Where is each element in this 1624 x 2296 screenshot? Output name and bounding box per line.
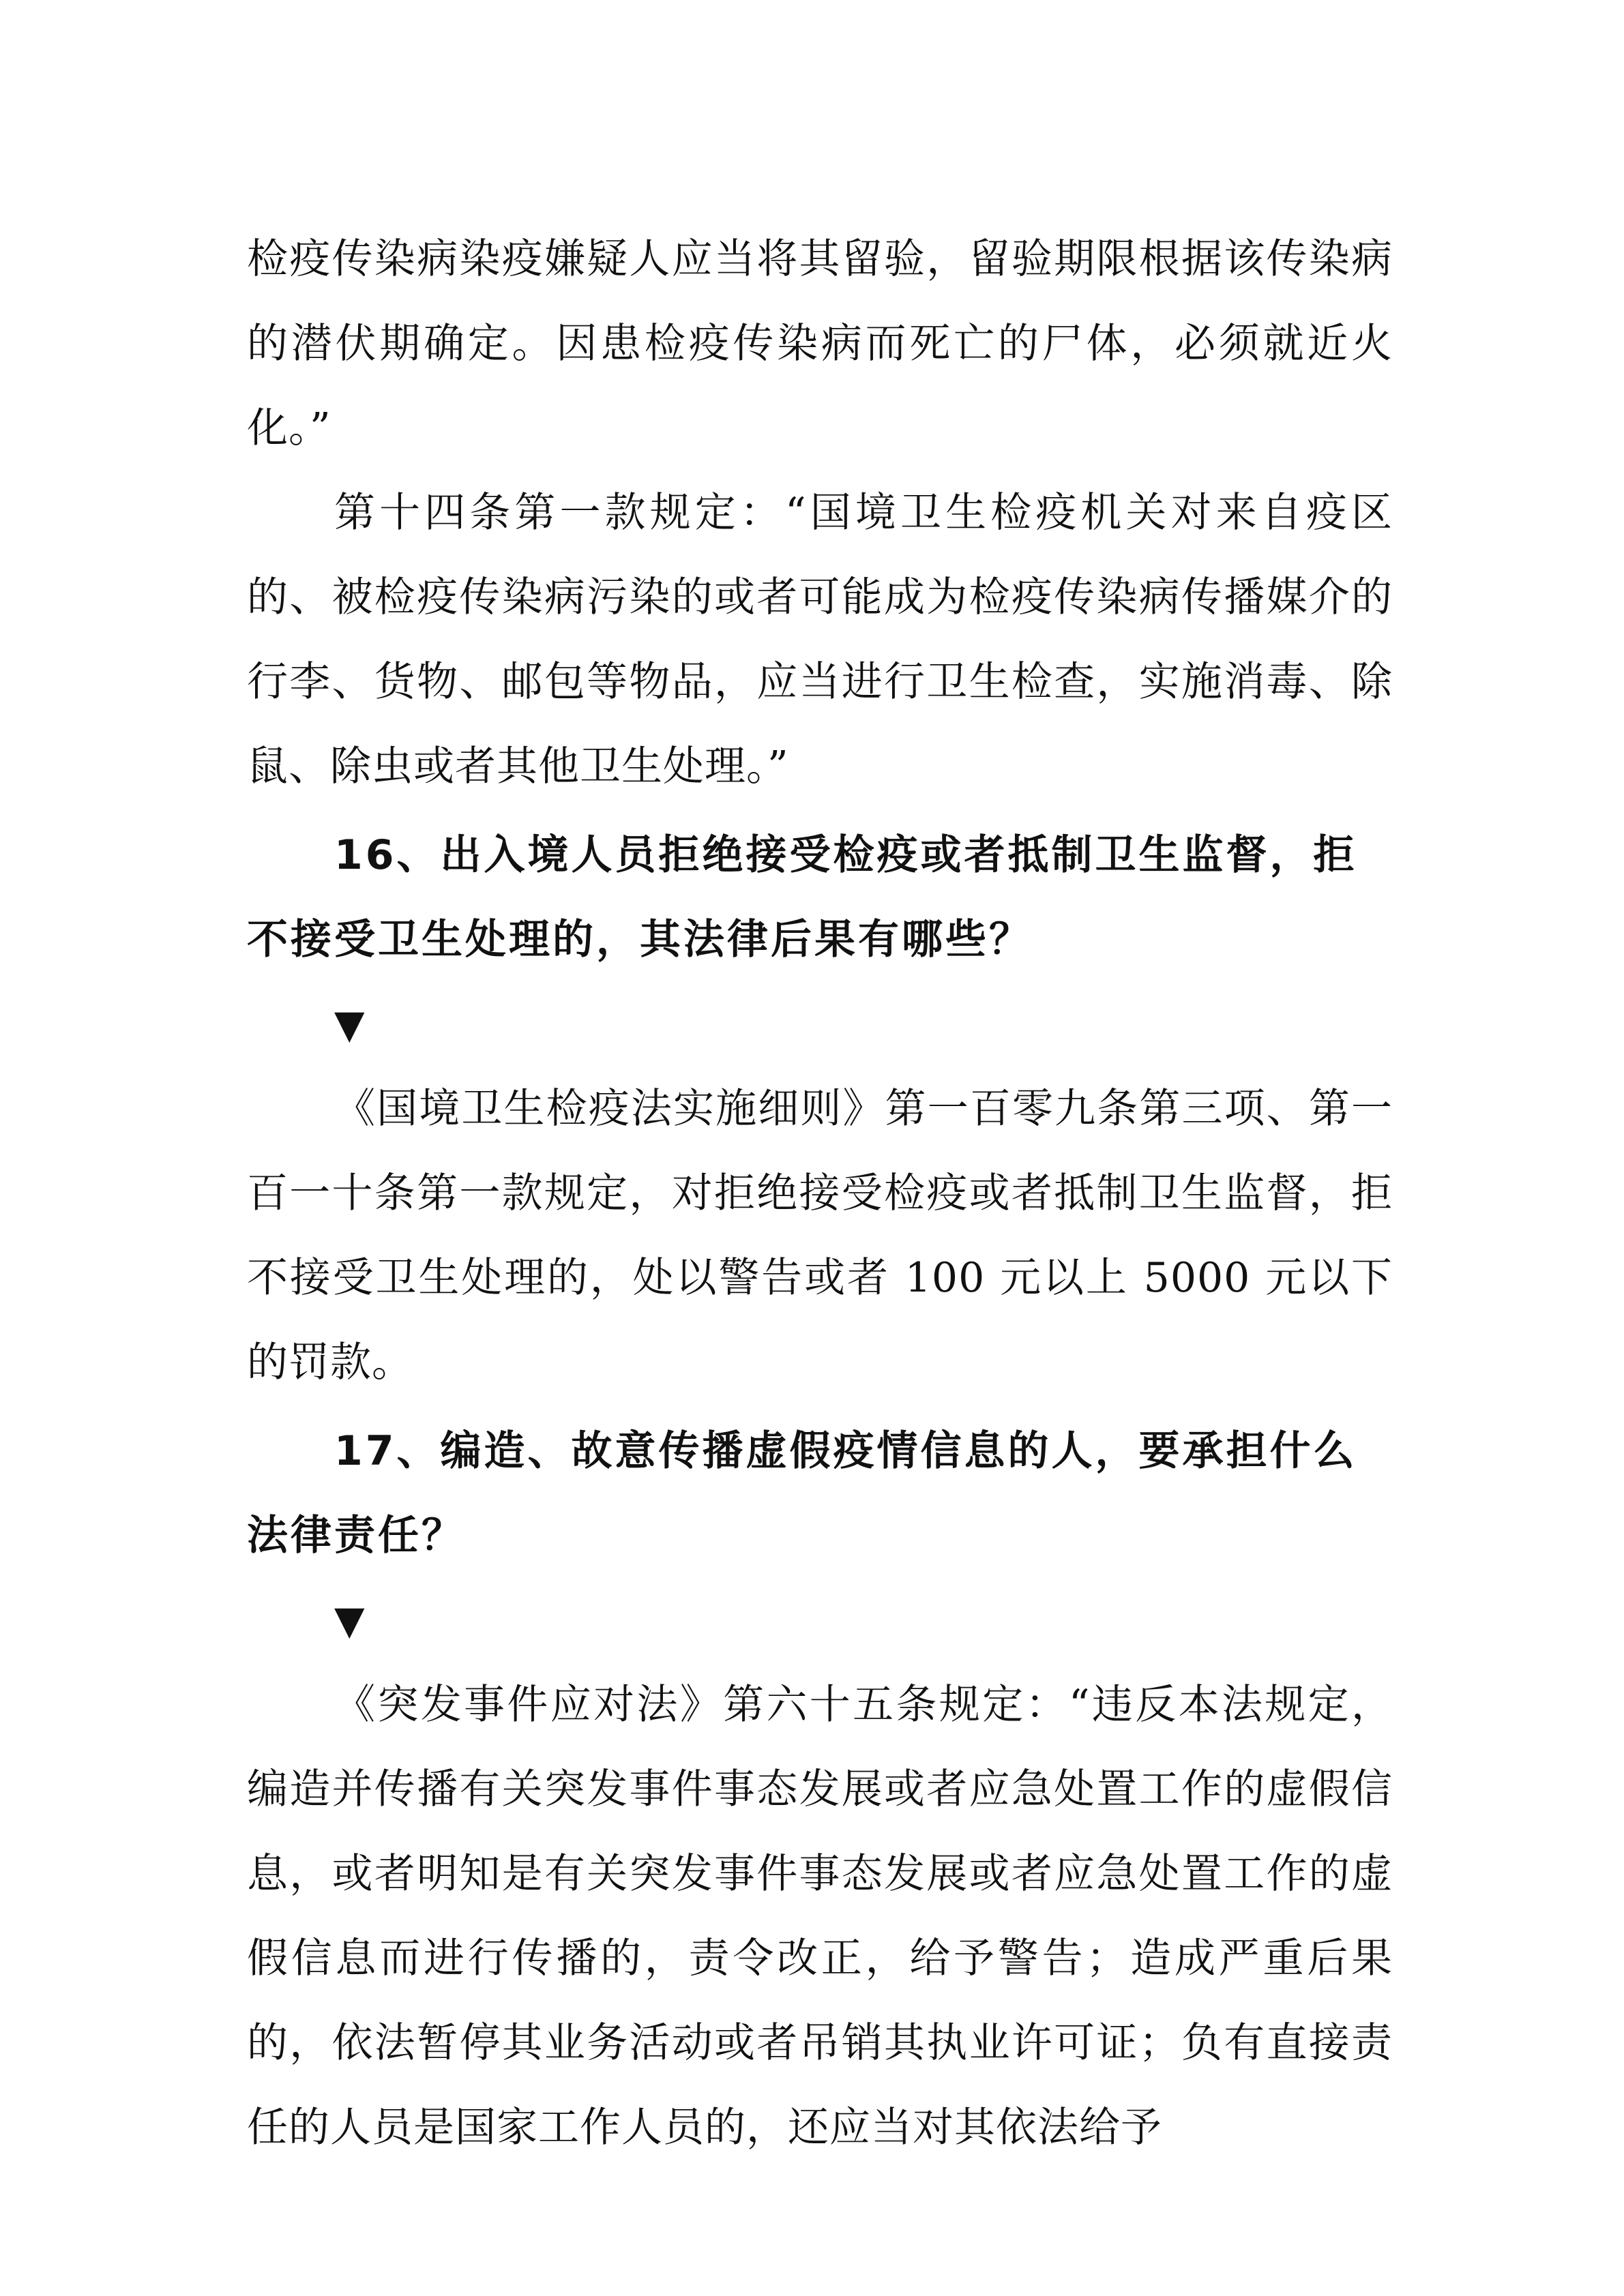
down-triangle-icon: ▼	[334, 1597, 365, 1643]
down-triangle-icon: ▼	[334, 1001, 365, 1047]
answer-17-paragraph: 《突发事件应对法》第六十五条规定：“违反本法规定，编造并传播有关突发事件事态发展或者应急处置工作的虚假信息，或者明知是有关突发事件事态发展或者应急处置工作的虚假信息而进行传播的，责令改正，给予警告；造成严重后果的，依法暂停其业务活动或者吊销其执业许可证；负有直接责任的人员是国家工作人员的，还应当对其依法给予	[247, 1681, 1393, 2151]
paragraph-quarantine-continuation: 检疫传染病染疫嫌疑人应当将其留验，留验期限根据该传染病的潜伏期确定。因患检疫传染病而死亡的尸体，必须就近火化。”	[247, 235, 1393, 452]
answer-16-paragraph: 《国境卫生检疫法实施细则》第一百零九条第三项、第一百一十条第一款规定，对拒绝接受检疫或者抵制卫生监督，拒不接受卫生处理的，处以警告或者 100 元以上 5000 元以下的罚款。	[247, 1085, 1393, 1386]
question-16-heading: 16、出入境人员拒绝接受检疫或者抵制卫生监督，拒不接受卫生处理的，其法律后果有哪些？	[247, 831, 1357, 964]
paragraph-article-14: 第十四条第一款规定：“国境卫生检疫机关对来自疫区的、被检疫传染病污染的或者可能成为检疫传染病传播媒介的行李、货物、邮包等物品，应当进行卫生检查，实施消毒、除鼠、除虫或者其他卫生处理。”	[247, 489, 1393, 790]
document-page	[247, 217, 1393, 2170]
question-17-heading: 17、编造、故意传播虚假疫情信息的人，要承担什么法律责任？	[247, 1427, 1357, 1560]
